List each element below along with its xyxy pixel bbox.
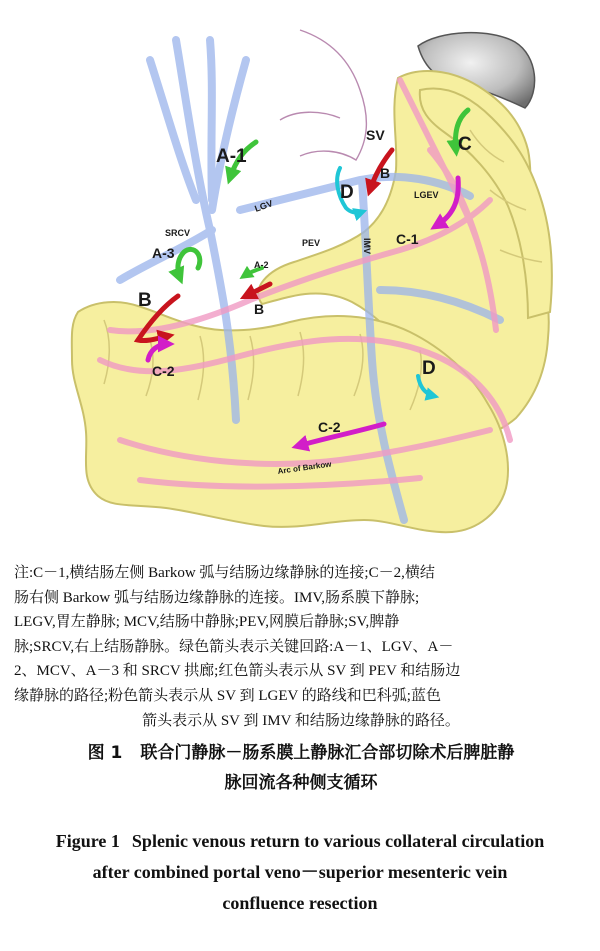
note-line: 缘静脉的路径;粉色箭头表示从 SV 到 LGEV 的路线和巴科弧;蓝色 bbox=[14, 687, 441, 704]
figure-title-cn bbox=[14, 738, 588, 798]
label-a2: A-2 bbox=[254, 260, 269, 270]
figure-number-en: Figure 1 bbox=[55, 831, 120, 851]
note-line: 2、MCV、A－3 和 SRCV 拱廊;红色箭头表示从 SV 到 PEV 和结肠边 bbox=[14, 663, 461, 680]
note-line: 脉;SRCV,右上结肠静脉。绿色箭头表示关键回路:A－1、LGV、A－ bbox=[14, 638, 454, 655]
label-legv: LGEV bbox=[414, 190, 439, 200]
figure-title-en bbox=[10, 826, 590, 919]
label-srcv: SRCV bbox=[165, 228, 191, 238]
note-line: LEGV,胃左静脉; MCV,结肠中静脉;PEV,网膜后静脉;SV,脾静 bbox=[14, 614, 400, 631]
label-imv: IMV bbox=[362, 238, 372, 255]
note-line: 箭头表示从 SV 到 IMV 和结肠边缘静脉的路径。 bbox=[142, 712, 460, 729]
title-cn-line: 脉回流各种侧支循环 bbox=[224, 773, 378, 793]
label-sv: SV bbox=[366, 127, 385, 143]
label-b-top: B bbox=[380, 165, 391, 181]
label-a3: A-3 bbox=[152, 245, 175, 261]
title-en-line: confluence resection bbox=[222, 893, 378, 913]
note-line: 注:C－1,横结肠左侧 Barkow 弧与结肠边缘静脉的连接;C－2,横结 bbox=[14, 565, 435, 581]
title-en-line: after combined portal veno－superior mesenteric vein bbox=[92, 862, 508, 882]
label-c1: C-1 bbox=[396, 231, 419, 247]
label-pev: PEV bbox=[302, 238, 321, 248]
label-a1: A-1 bbox=[216, 146, 247, 167]
label-b-left: B bbox=[138, 290, 152, 311]
arrow-a3 bbox=[178, 249, 200, 278]
label-arc-of-barkow: Arc of Barkow bbox=[277, 459, 332, 476]
title-cn-line: 联合门静脉－肠系膜上静脉汇合部切除术后脾脏静 bbox=[140, 743, 515, 763]
label-b-mid: B bbox=[254, 301, 265, 317]
label-lgv: LGV bbox=[253, 198, 275, 214]
label-c2-left: C-2 bbox=[152, 363, 175, 379]
title-en-line: Splenic venous return to various collateral circulation bbox=[131, 831, 545, 851]
note-line: 肠右侧 Barkow 弧与结肠边缘静脉的连接。IMV,肠系膜下静脉; bbox=[14, 589, 420, 606]
label-c-top: C bbox=[458, 134, 472, 155]
figure-note bbox=[14, 561, 588, 733]
figure-number-cn: 图 1 bbox=[87, 743, 123, 763]
liver-outline bbox=[300, 30, 366, 160]
label-c2-bottom: C-2 bbox=[318, 419, 341, 435]
label-d-top: D bbox=[340, 182, 354, 203]
label-d-bottom: D bbox=[422, 358, 436, 379]
